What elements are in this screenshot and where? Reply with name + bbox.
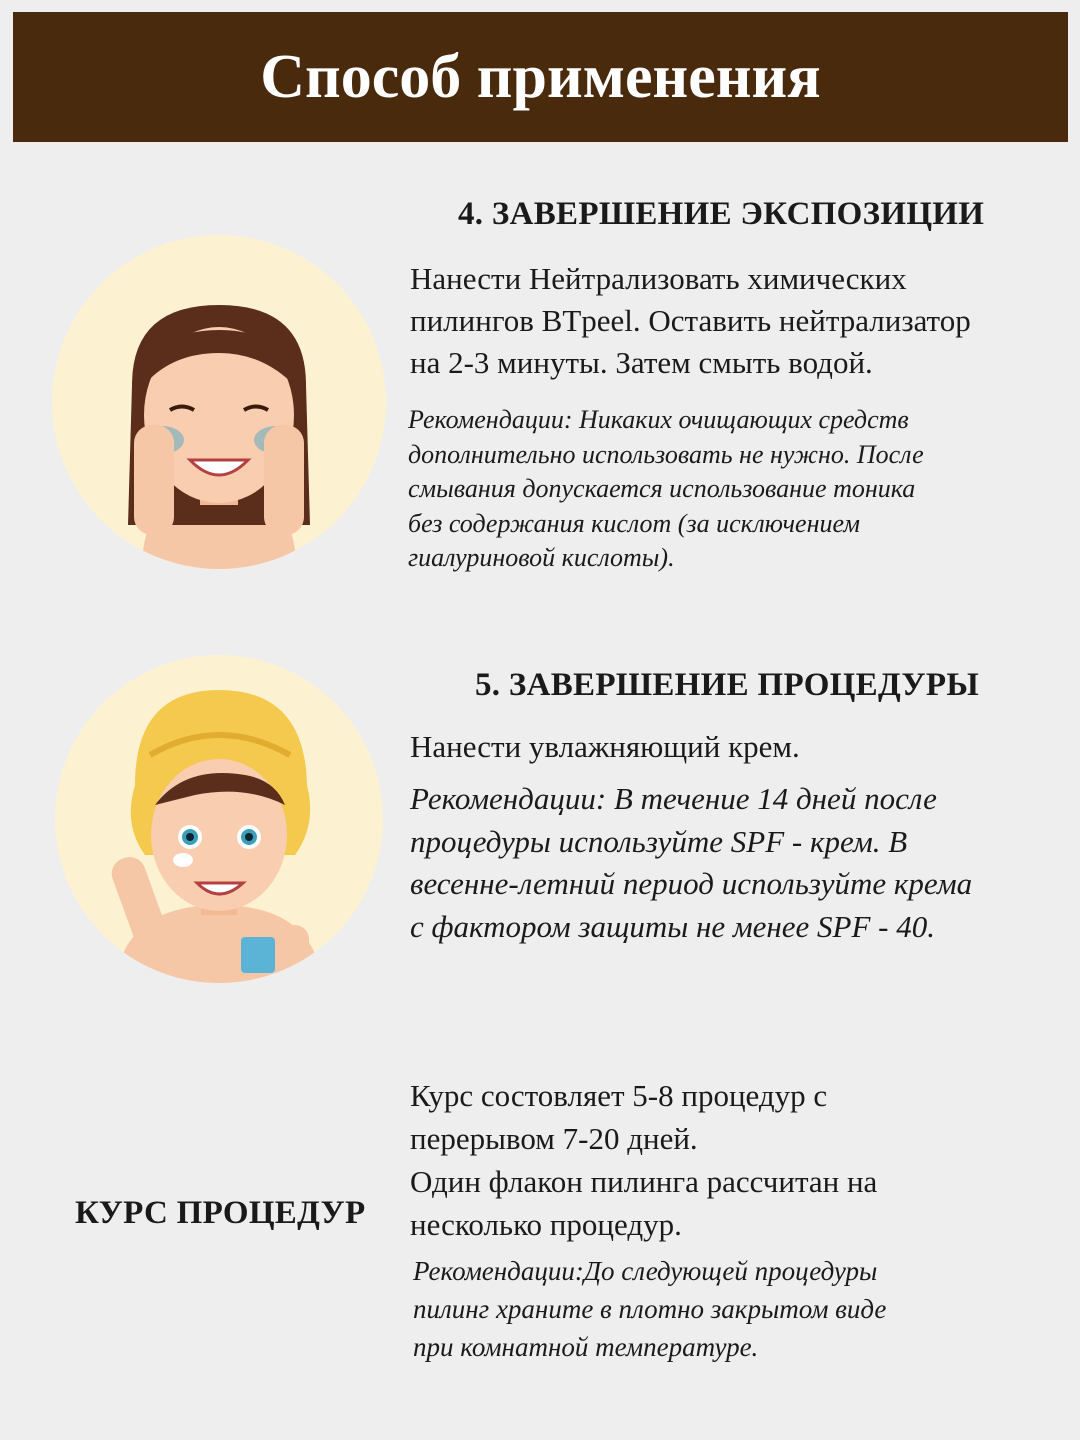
course-rec-line: при комнатной температуре. xyxy=(413,1332,759,1362)
course-body-line: Один флакон пилинга рассчитан на xyxy=(410,1164,878,1199)
step-5-rec-line: с фактором защиты не менее SPF - 40. xyxy=(410,908,936,944)
step-4-body-line: Нанести Нейтрализовать химических xyxy=(410,261,907,296)
course-body-line: перерывом 7-20 дней. xyxy=(410,1121,698,1156)
course-title: КУРС ПРОЦЕДУР xyxy=(75,1195,366,1231)
course-recommendation xyxy=(413,1252,886,1366)
step-4-rec-line: гиалуриновой кислоты). xyxy=(408,543,675,572)
course-rec-line: пилинг храните в плотно закрытом виде xyxy=(413,1294,887,1324)
course-body-line: несколько процедур. xyxy=(410,1207,682,1242)
step-5-body-line: Нанести увлажняющий крем. xyxy=(410,729,800,764)
step-5-rec-line: процедуры используйте SPF - крем. В xyxy=(410,823,908,859)
course-body xyxy=(410,1074,877,1246)
course-body-line: Курс состовляет 5-8 процедур с xyxy=(410,1078,828,1113)
step-4-body xyxy=(410,258,971,384)
step-4-title: 4. ЗАВЕРШЕНИЕ ЭКСПОЗИЦИИ xyxy=(458,196,985,232)
step-4-rec-line: дополнительно использовать не нужно. После xyxy=(408,439,924,469)
step-4-rec-line: без содержания кислот (за исключением xyxy=(408,508,860,538)
step-5-body xyxy=(410,726,800,768)
step-5-recommendation xyxy=(410,778,972,948)
woman-applying-cream-icon xyxy=(55,655,383,983)
step-4-body-line: пилингов BTpeel. Оставить нейтрализатор xyxy=(410,303,971,338)
step-4-rec-line: Рекомендации: Никаких очищающих средств xyxy=(408,405,909,434)
step-5-title: 5. ЗАВЕРШЕНИЕ ПРОЦЕДУРЫ xyxy=(475,667,980,703)
step-5-rec-line: весенне-летний период используйте крема xyxy=(410,866,973,901)
page-title: Способ применения xyxy=(260,42,821,111)
step-5-rec-line: Рекомендации: В течение 14 дней после xyxy=(410,781,937,816)
course-rec-line: Рекомендации:До следующей процедуры xyxy=(413,1256,878,1286)
page-header xyxy=(13,12,1068,142)
step-4-body-line: на 2-3 минуты. Затем смыть водой. xyxy=(410,345,873,380)
woman-washing-face-icon xyxy=(52,235,386,569)
step-4-rec-line: смывания допускается использование тоника xyxy=(408,474,916,503)
step-4-recommendation xyxy=(408,403,924,576)
